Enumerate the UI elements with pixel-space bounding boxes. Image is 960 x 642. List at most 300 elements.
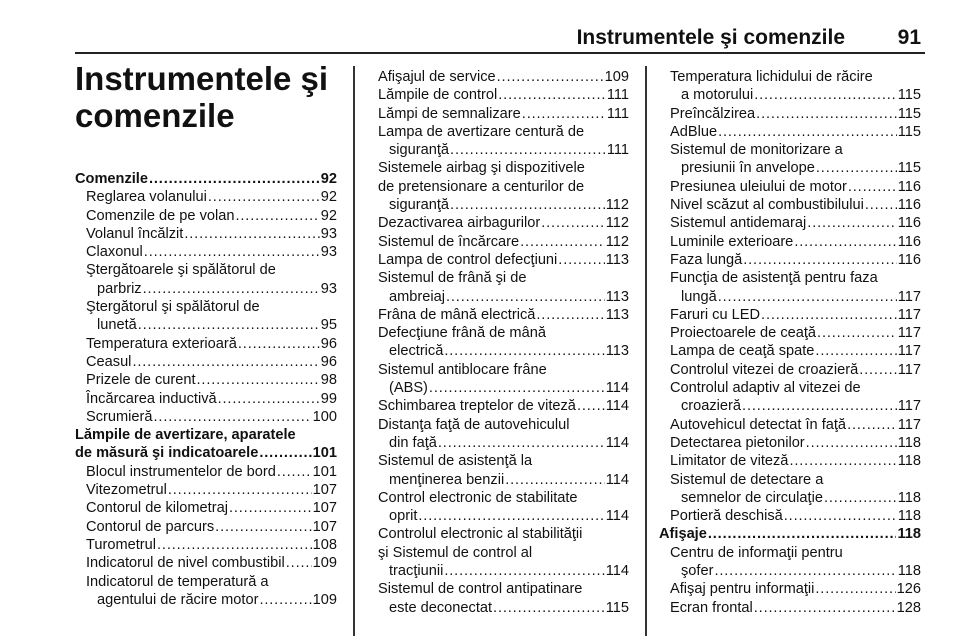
toc-column-1 <box>75 170 337 609</box>
toc-leader-row <box>378 105 629 123</box>
toc-entry[interactable] <box>659 269 921 306</box>
toc-leader-row <box>670 434 921 452</box>
toc-entry-label: Afişaje <box>659 526 707 543</box>
dot-leader <box>235 207 319 225</box>
dot-leader <box>848 178 897 196</box>
toc-entry-line: şi Sistemul de control al <box>378 544 533 561</box>
toc-entry-label: Volanul încălzit <box>86 225 184 242</box>
toc-leader-row <box>670 233 921 251</box>
toc-leader-row <box>378 562 629 580</box>
toc-page-number: 115 <box>897 105 921 122</box>
toc-page-number: 118 <box>897 434 921 451</box>
toc-entry-label: tracţiunii <box>389 563 444 580</box>
toc-entry[interactable] <box>367 580 629 617</box>
toc-page-number: 118 <box>897 526 921 543</box>
toc-page-number: 92 <box>320 171 337 187</box>
toc-entry-label: AdBlue <box>670 123 718 140</box>
toc-leader-row <box>86 518 337 536</box>
dot-leader <box>493 599 605 617</box>
toc-entry-line: Ştergătorul şi spălătorul de <box>86 299 260 316</box>
toc-entry[interactable] <box>75 408 337 426</box>
toc-entry-label: Presiunea uleiului de motor <box>670 178 847 195</box>
toc-page-number: 117 <box>897 306 921 323</box>
toc-entry[interactable] <box>659 544 921 581</box>
toc-leader-row <box>86 225 337 243</box>
toc-leader-row <box>378 68 629 86</box>
dot-leader <box>215 518 311 536</box>
toc-entry-line: Temperatura lichidului de răcire <box>670 69 873 85</box>
toc-page-number: 112 <box>605 197 629 214</box>
dot-leader <box>824 489 897 507</box>
chapter-title <box>75 60 345 134</box>
toc-entry-label: Faruri cu LED <box>670 306 761 323</box>
toc-entry-label: Dezactivarea airbagurilor <box>378 215 541 232</box>
toc-entry[interactable] <box>367 306 629 324</box>
toc-entry[interactable] <box>75 207 337 225</box>
dot-leader <box>218 390 320 408</box>
toc-entry-label: Luminile exterioare <box>670 233 794 250</box>
toc-page-number: 113 <box>605 251 629 268</box>
toc-entry-label: de măsură şi indicatoarele <box>75 445 259 462</box>
dot-leader <box>497 68 604 86</box>
toc-entry-line: Sistemul de control antipatinare <box>378 581 583 598</box>
toc-entry-line: Defecţiune frână de mână <box>378 325 546 342</box>
column-divider <box>645 66 647 636</box>
toc-leader-row <box>378 471 629 489</box>
page-number: 91 <box>897 26 921 49</box>
dot-leader <box>742 397 897 415</box>
toc-leader-row <box>378 599 629 617</box>
toc-leader-row <box>670 86 921 104</box>
toc-entry-label: şofer <box>681 563 714 580</box>
toc-entry-line: Controlul electronic al stabilităţii <box>378 526 583 543</box>
toc-entry-line: Sistemul de frână şi de <box>378 270 527 287</box>
toc-section[interactable] <box>75 170 337 188</box>
toc-entry[interactable] <box>75 371 337 389</box>
toc-entry[interactable] <box>75 225 337 243</box>
toc-entry[interactable] <box>367 233 629 251</box>
toc-leader-row <box>86 335 337 353</box>
toc-entry[interactable] <box>75 298 337 335</box>
toc-leader-row <box>378 214 629 232</box>
toc-page-number: 118 <box>897 508 921 525</box>
dot-leader <box>817 324 897 342</box>
dot-leader <box>577 397 605 415</box>
toc-entry-label: Lampa de ceaţă spate <box>670 343 815 360</box>
toc-entry-label: Afişajul de service <box>378 69 496 85</box>
toc-page-number: 95 <box>320 317 337 334</box>
toc-entry-label: Detectarea pietonilor <box>670 434 805 451</box>
toc-leader-row <box>86 280 337 298</box>
toc-entry[interactable] <box>659 214 921 232</box>
toc-page-number: 92 <box>320 207 337 224</box>
toc-entry-label: a motorului <box>681 87 754 104</box>
toc-entry-label: siguranţă <box>389 142 450 159</box>
toc-leader-row <box>378 251 629 269</box>
toc-entry-label: Vitezometrul <box>86 482 167 499</box>
toc-page-number: 118 <box>897 489 921 506</box>
toc-page-number: 111 <box>606 142 629 159</box>
toc-entry-line: Centru de informaţii pentru <box>670 544 843 561</box>
toc-entry[interactable] <box>75 481 337 499</box>
dot-leader <box>229 499 312 517</box>
toc-entry[interactable] <box>659 361 921 379</box>
toc-leader-row <box>75 170 337 188</box>
toc-entry[interactable] <box>659 251 921 269</box>
dot-leader <box>184 225 319 243</box>
toc-entry[interactable] <box>75 390 337 408</box>
toc-entry[interactable] <box>367 86 629 104</box>
dot-leader <box>154 408 312 426</box>
toc-entry[interactable] <box>659 471 921 508</box>
toc-column-3 <box>659 68 921 617</box>
dot-leader <box>784 507 897 525</box>
dot-leader <box>208 188 320 206</box>
toc-section[interactable] <box>659 525 921 543</box>
toc-entry[interactable] <box>75 518 337 536</box>
toc-entry-label: electrică <box>389 343 444 360</box>
toc-page-number: 93 <box>320 280 337 297</box>
toc-entry-label: lunetă <box>97 317 137 334</box>
toc-entry[interactable] <box>659 68 921 105</box>
toc-leader-row <box>86 554 337 572</box>
toc-entry-label: Nivel scăzut al combustibilului <box>670 197 864 214</box>
toc-leader-row <box>670 159 921 177</box>
toc-entry[interactable] <box>659 342 921 360</box>
toc-page-number: 101 <box>312 463 337 480</box>
toc-entry-label: Reglarea volanului <box>86 189 207 206</box>
toc-page-number: 107 <box>312 518 337 535</box>
toc-entry[interactable] <box>367 214 629 232</box>
dot-leader <box>157 536 312 554</box>
toc-leader-row <box>670 507 921 525</box>
dot-leader <box>807 214 896 232</box>
toc-entry[interactable] <box>659 105 921 123</box>
toc-entry[interactable] <box>659 233 921 251</box>
toc-leader-row <box>670 214 921 232</box>
toc-entry[interactable] <box>75 499 337 517</box>
toc-entry-label: Lampa de control defecţiuni <box>378 251 558 268</box>
toc-leader-row <box>378 397 629 415</box>
toc-entry-label: Preîncălzirea <box>670 105 756 122</box>
toc-page-number: 116 <box>897 178 921 195</box>
toc-leader-row <box>378 507 629 525</box>
toc-entry[interactable] <box>659 416 921 434</box>
toc-entry-label: presiunii în anvelope <box>681 160 815 177</box>
dot-leader <box>144 243 320 261</box>
toc-entry[interactable] <box>659 123 921 141</box>
toc-entry-label: agentului de răcire motor <box>97 591 259 608</box>
toc-entry[interactable] <box>659 324 921 342</box>
dot-leader <box>754 86 897 104</box>
toc-entry-label: lungă <box>681 288 717 305</box>
toc-leader-row <box>670 324 921 342</box>
toc-page-number: 111 <box>606 105 629 122</box>
toc-entry-label: Încărcarea inductivă <box>86 390 217 407</box>
toc-entry-label: Ceasul <box>86 353 132 370</box>
toc-entry[interactable] <box>367 397 629 415</box>
dot-leader <box>718 123 897 141</box>
toc-entry[interactable] <box>75 188 337 206</box>
dot-leader <box>286 554 312 572</box>
toc-leader-row <box>670 397 921 415</box>
toc-entry-label: Prizele de curent <box>86 372 196 389</box>
toc-entry-line: Distanţa faţă de autovehiculul <box>378 416 570 433</box>
toc-leader-row <box>86 207 337 225</box>
toc-page-number: 118 <box>897 563 921 580</box>
toc-entry[interactable] <box>75 573 337 610</box>
toc-leader-row <box>670 361 921 379</box>
toc-entry-line: Lampa de avertizare centură de <box>378 123 585 140</box>
toc-entry-line: Sistemul de monitorizare a <box>670 142 843 159</box>
toc-entry[interactable] <box>75 335 337 353</box>
toc-entry-label: Afişaj pentru informaţii <box>670 581 815 598</box>
toc-page-number: 93 <box>320 225 337 242</box>
toc-entry-label: Lămpi de semnalizare <box>378 105 521 122</box>
toc-entry-label: din faţă <box>389 434 437 451</box>
toc-entry[interactable] <box>367 416 629 453</box>
toc-page-number: 126 <box>896 581 921 598</box>
toc-page-number: 114 <box>605 563 629 580</box>
toc-entry[interactable] <box>367 123 629 160</box>
toc-entry-label: Scrumieră <box>86 408 153 425</box>
toc-entry-label: Proiectoarele de ceaţă <box>670 325 817 342</box>
toc-leader-row <box>86 390 337 408</box>
toc-page-number: 99 <box>320 390 337 407</box>
dot-leader <box>558 251 604 269</box>
toc-page-number: 115 <box>897 160 921 177</box>
toc-entry[interactable] <box>75 554 337 572</box>
toc-entry-label: Ecran frontal <box>670 599 753 616</box>
toc-entry[interactable] <box>75 243 337 261</box>
toc-leader-row <box>378 434 629 452</box>
toc-leader-row <box>670 489 921 507</box>
toc-page-number: 100 <box>312 408 337 425</box>
dot-leader <box>522 105 606 123</box>
dot-leader <box>505 471 605 489</box>
toc-entry[interactable] <box>75 353 337 371</box>
toc-entry[interactable] <box>367 269 629 306</box>
dot-leader <box>277 463 312 481</box>
toc-leader-row <box>670 306 921 324</box>
toc-page-number: 117 <box>897 361 921 378</box>
toc-entry[interactable] <box>75 536 337 554</box>
toc-entry[interactable] <box>659 379 921 416</box>
dot-leader <box>859 361 897 379</box>
toc-leader-row <box>670 251 921 269</box>
dot-leader <box>438 434 605 452</box>
toc-leader-row <box>670 452 921 470</box>
toc-entry-line: Funcţia de asistenţă pentru faza <box>670 270 878 287</box>
toc-entry-label: Contorul de parcurs <box>86 518 215 535</box>
toc-entry-label: Comenzile <box>75 171 148 187</box>
toc-entry-label: menţinerea benzii <box>389 471 505 488</box>
toc-leader-row <box>86 536 337 554</box>
dot-leader <box>806 434 897 452</box>
toc-entry-line: Sistemele airbag şi dispozitivele <box>378 160 585 177</box>
dot-leader <box>259 591 311 609</box>
toc-leader-row <box>378 379 629 397</box>
toc-page-number: 93 <box>320 244 337 261</box>
toc-page-number: 116 <box>897 251 921 268</box>
toc-page-number: 113 <box>605 306 629 323</box>
toc-page-number: 115 <box>605 599 629 616</box>
toc-page-number: 114 <box>605 508 629 525</box>
toc-entry[interactable] <box>367 489 629 526</box>
toc-entry-label: Controlul vitezei de croazieră <box>670 361 859 378</box>
dot-leader <box>444 562 604 580</box>
toc-leader-row <box>659 525 921 543</box>
dot-leader <box>238 335 320 353</box>
toc-entry[interactable] <box>659 306 921 324</box>
toc-leader-row <box>670 105 921 123</box>
dot-leader <box>446 288 605 306</box>
toc-page-number: 115 <box>897 87 921 104</box>
dot-leader <box>259 444 311 462</box>
dot-leader <box>718 288 897 306</box>
toc-leader-row <box>86 243 337 261</box>
toc-leader-row <box>670 342 921 360</box>
toc-entry[interactable] <box>659 599 921 617</box>
toc-entry-label: Sistemul de încărcare <box>378 233 520 250</box>
toc-entry[interactable] <box>659 580 921 598</box>
dot-leader <box>520 233 605 251</box>
toc-entry-line: de pretensionare a centurilor de <box>378 178 585 195</box>
toc-page-number: 109 <box>312 555 337 572</box>
toc-entry[interactable] <box>659 434 921 452</box>
toc-page-number: 98 <box>320 372 337 389</box>
toc-leader-row <box>670 123 921 141</box>
toc-page-number: 117 <box>897 343 921 360</box>
toc-page-number: 117 <box>897 416 921 433</box>
dot-leader <box>816 159 897 177</box>
dot-leader <box>541 214 605 232</box>
toc-entry[interactable] <box>659 141 921 178</box>
dot-leader <box>138 316 320 334</box>
toc-entry[interactable] <box>367 159 629 214</box>
toc-entry-label: ambreiaj <box>389 288 445 305</box>
toc-entry[interactable] <box>659 196 921 214</box>
toc-page-number: 107 <box>312 482 337 499</box>
toc-entry[interactable] <box>367 452 629 489</box>
dot-leader <box>418 507 604 525</box>
toc-entry[interactable] <box>367 68 629 86</box>
toc-page-number: 114 <box>605 434 629 451</box>
dot-leader <box>789 452 896 470</box>
toc-leader-row <box>670 599 921 617</box>
toc-leader-row <box>670 580 921 598</box>
header-rule <box>75 52 925 54</box>
dot-leader <box>815 580 895 598</box>
dot-leader <box>761 306 897 324</box>
toc-entry-label: Temperatura exterioară <box>86 335 237 352</box>
toc-page-number: 116 <box>897 197 921 214</box>
dot-leader <box>708 525 897 543</box>
dot-leader <box>743 251 897 269</box>
toc-leader-row <box>86 353 337 371</box>
toc-page-number: 96 <box>320 353 337 370</box>
toc-leader-row <box>670 288 921 306</box>
dot-leader <box>197 371 320 389</box>
dot-leader <box>754 599 896 617</box>
toc-page-number: 118 <box>897 453 921 470</box>
dot-leader <box>450 196 605 214</box>
toc-page-number: 117 <box>897 325 921 342</box>
toc-entry-line: Sistemul de asistenţă la <box>378 453 533 470</box>
toc-page-number: 109 <box>604 69 629 85</box>
toc-leader-row <box>86 408 337 426</box>
toc-leader-row <box>378 342 629 360</box>
toc-entry[interactable] <box>367 105 629 123</box>
dot-leader <box>714 562 896 580</box>
toc-leader-row <box>378 233 629 251</box>
toc-entry-label: croazieră <box>681 398 742 415</box>
toc-entry-label: siguranţă <box>389 197 450 214</box>
toc-entry-label: semnelor de circulaţie <box>681 489 823 506</box>
toc-page-number: 114 <box>605 471 629 488</box>
toc-entry-line: Lămpile de avertizare, aparatele <box>75 427 296 444</box>
dot-leader <box>794 233 896 251</box>
toc-page-number: 107 <box>312 500 337 517</box>
toc-entry-label: Portieră deschisă <box>670 508 783 525</box>
toc-page-number: 117 <box>897 398 921 415</box>
toc-entry-line: Ştergătoarele şi spălătorul de <box>86 262 276 279</box>
toc-entry[interactable] <box>367 324 629 361</box>
toc-column-2 <box>367 68 629 617</box>
toc-entry-label: Frâna de mână electrică <box>378 306 536 323</box>
toc-leader-row <box>378 196 629 214</box>
toc-entry-label: Autovehicul detectat în faţă <box>670 416 847 433</box>
toc-leader-row <box>378 141 629 159</box>
toc-entry[interactable] <box>659 452 921 470</box>
toc-leader-row <box>670 416 921 434</box>
toc-entry-label: Lămpile de control <box>378 87 498 104</box>
toc-entry-label: Blocul instrumentelor de bord <box>86 463 276 480</box>
dot-leader <box>498 86 606 104</box>
dot-leader <box>132 353 319 371</box>
toc-leader-row <box>86 591 337 609</box>
toc-page-number: 114 <box>605 398 629 415</box>
toc-section[interactable] <box>75 426 337 463</box>
toc-page-number: 108 <box>312 536 337 553</box>
toc-entry[interactable] <box>367 361 629 398</box>
toc-page-number: 114 <box>605 380 629 397</box>
toc-entry[interactable] <box>367 251 629 269</box>
toc-entry-line: Sistemul de detectare a <box>670 471 824 488</box>
toc-page-number: 116 <box>897 233 921 250</box>
toc-page-number: 111 <box>606 87 629 104</box>
toc-page-number: 113 <box>605 288 629 305</box>
toc-leader-row <box>86 463 337 481</box>
dot-leader <box>536 306 604 324</box>
toc-entry[interactable] <box>75 261 337 298</box>
toc-leader-row <box>670 178 921 196</box>
toc-entry-label: Indicatorul de nivel combustibil <box>86 555 285 572</box>
toc-leader-row <box>86 371 337 389</box>
toc-leader-row <box>86 481 337 499</box>
toc-leader-row <box>378 288 629 306</box>
toc-entry[interactable] <box>659 178 921 196</box>
toc-entry[interactable] <box>659 507 921 525</box>
toc-entry[interactable] <box>75 463 337 481</box>
toc-entry[interactable] <box>367 525 629 580</box>
toc-entry-label: (ABS) <box>389 380 428 397</box>
toc-entry-label: Sistemul antidemaraj <box>670 215 807 232</box>
toc-entry-label: Comenzile de pe volan <box>86 207 235 224</box>
chapter-title-line-1: Instrumentele şi <box>75 60 329 97</box>
toc-entry-line: Indicatorul de temperatură a <box>86 573 269 590</box>
toc-page-number: 116 <box>897 215 921 232</box>
